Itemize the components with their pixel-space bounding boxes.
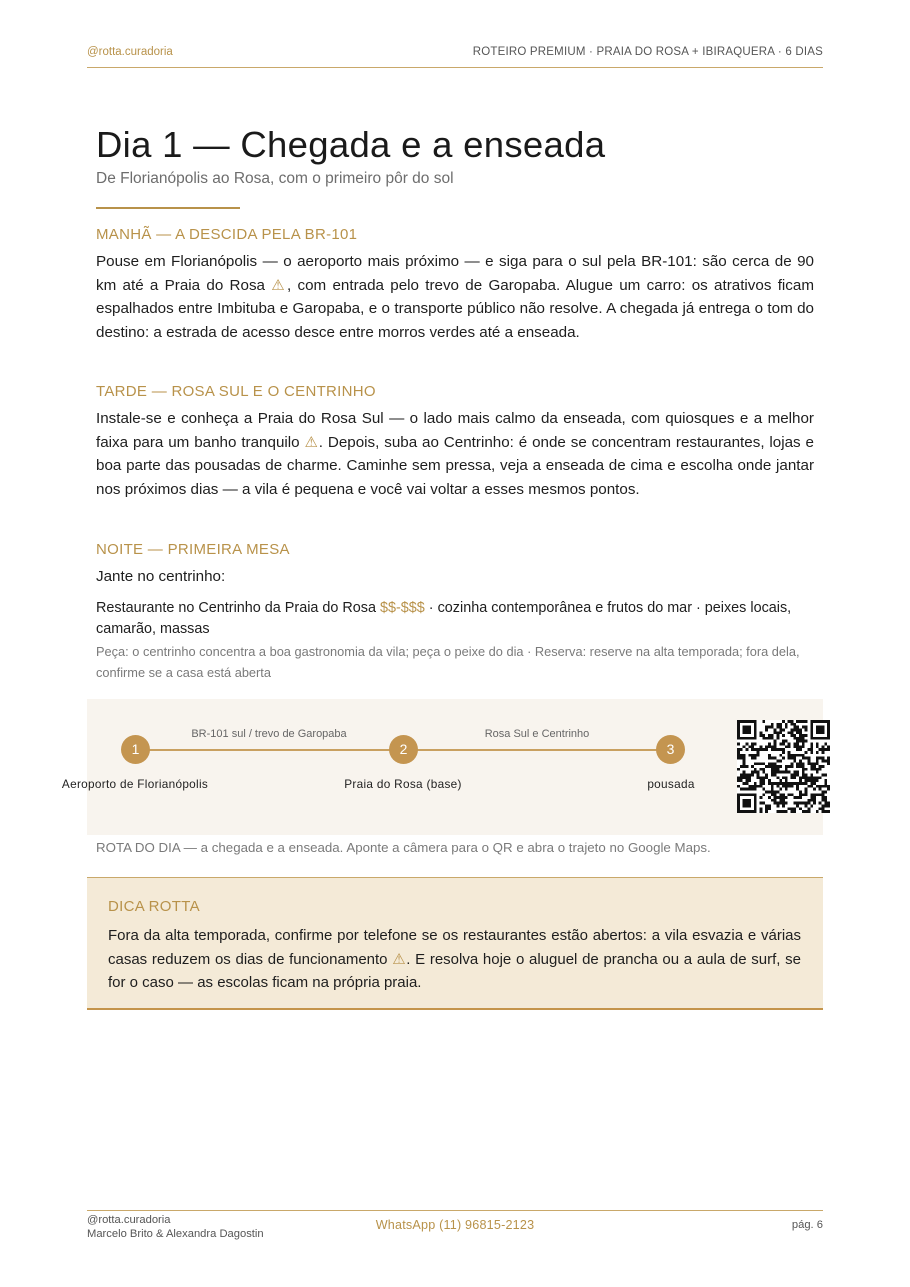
title-divider	[96, 207, 240, 209]
route-stop-marker: 3	[656, 735, 685, 764]
restaurant-entry	[96, 598, 814, 640]
text-part: . E resolva hoje o aluguel de prancha ou a aula de surf, se for o caso — as escolas ficam na própria praia.	[108, 950, 802, 992]
route-segment-label: Rosa Sul e Centrinho	[484, 728, 590, 740]
route-caption: ROTA DO DIA — a chegada e a enseada. Aponte a câmera para o QR e abra o trajeto no Google Maps.	[96, 840, 711, 855]
footer-whatsapp-link[interactable]: WhatsApp (11) 96815-2123	[375, 1218, 535, 1232]
text-part: Instale-se e conheça a Praia do Rosa Sul — o lado mais calmo da enseada, com quiosques e a melhor faixa para um banho tranquilo	[96, 410, 814, 451]
section-heading-afternoon: TARDE — ROSA SUL E O CENTRINHO	[96, 383, 376, 400]
restaurant-name: Restaurante no Centrinho da Praia do Rosa	[96, 600, 380, 616]
restaurant-note: Peça: o centrinho concentra a boa gastronomia da vila; peça o peixe do dia · Reserva: reserve na alta temporada; fora dela, confirme se a casa está aberta	[96, 644, 800, 680]
text-part: Fora da alta temporada, confirme por telefone se os restaurantes estão abertos: a vila esvazia e várias casas reduzem os dias de funcionamento	[108, 927, 801, 968]
section-text-morning	[96, 250, 814, 344]
section-heading-night: NOITE — PRIMEIRA MESA	[96, 541, 290, 558]
header-doc-title: ROTEIRO PREMIUM · PRAIA DO ROSA + IBIRAQUERA · 6 DIAS	[472, 46, 823, 58]
night-intro: Jante no centrinho:	[96, 568, 226, 585]
route-stop-label: Praia do Rosa (base)	[344, 777, 462, 791]
warning-icon: ⚠	[392, 950, 407, 968]
footer-authors: Marcelo Brito & Alexandra Dagostin	[87, 1228, 264, 1240]
warning-icon: ⚠	[304, 433, 319, 451]
route-map-box	[87, 699, 823, 835]
footer-brand: @rotta.curadoria	[87, 1214, 171, 1226]
tip-text	[108, 924, 801, 995]
tip-box	[87, 877, 823, 1010]
section-heading-morning: MANHÃ — A DESCIDA PELA BR-101	[96, 226, 358, 243]
page-footer	[87, 1210, 823, 1244]
text-part: Pouse em Florianópolis — o aeroporto mais próximo — e siga para o sul pela BR-101: são cerca de 90 km até a Praia do Rosa	[96, 253, 814, 294]
route-stop-label: pousada	[647, 777, 695, 791]
route-stop-marker: 2	[389, 735, 418, 764]
warning-icon: ⚠	[271, 276, 287, 294]
tip-heading: DICA ROTTA	[108, 898, 200, 915]
qr-code-icon[interactable]	[737, 720, 830, 813]
page-header	[87, 46, 823, 68]
qr-code-graphic	[737, 720, 830, 813]
restaurant-price: $$-$$$	[380, 600, 425, 616]
route-segment-label: BR-101 sul / trevo de Garopaba	[191, 728, 347, 740]
restaurant-desc: · cozinha contemporânea e frutos do mar · peixes locais, camarão, massas	[96, 600, 792, 637]
text-part: . Depois, suba ao Centrinho: é onde se concentram restaurantes, lojas e boa parte das pousadas de charme. Caminhe sem pressa, veja a enseada de cima e escolha onde jantar nos próximos dias — a vila é pequena e você vai voltar a esses mesmos pontos.	[96, 433, 814, 498]
text-part: , com entrada pelo trevo de Garopaba. Alugue um carro: os atrativos ficam espalhados entre Imbituba e Garopaba, e o transporte público não resolve. A chegada já entrega o tom do destino: a estrada de acesso desce entre morros verdes até a enseada.	[96, 276, 814, 341]
page-title: Dia 1 — Chegada e a enseada	[96, 124, 606, 165]
page-subtitle: De Florianópolis ao Rosa, com o primeiro pôr do sol	[96, 170, 454, 187]
header-brand: @rotta.curadoria	[87, 46, 173, 58]
section-text-afternoon	[96, 407, 814, 501]
route-stop-marker: 1	[121, 735, 150, 764]
page-number: pág. 6	[791, 1219, 823, 1231]
route-stop-label: Aeroporto de Florianópolis	[61, 777, 209, 791]
